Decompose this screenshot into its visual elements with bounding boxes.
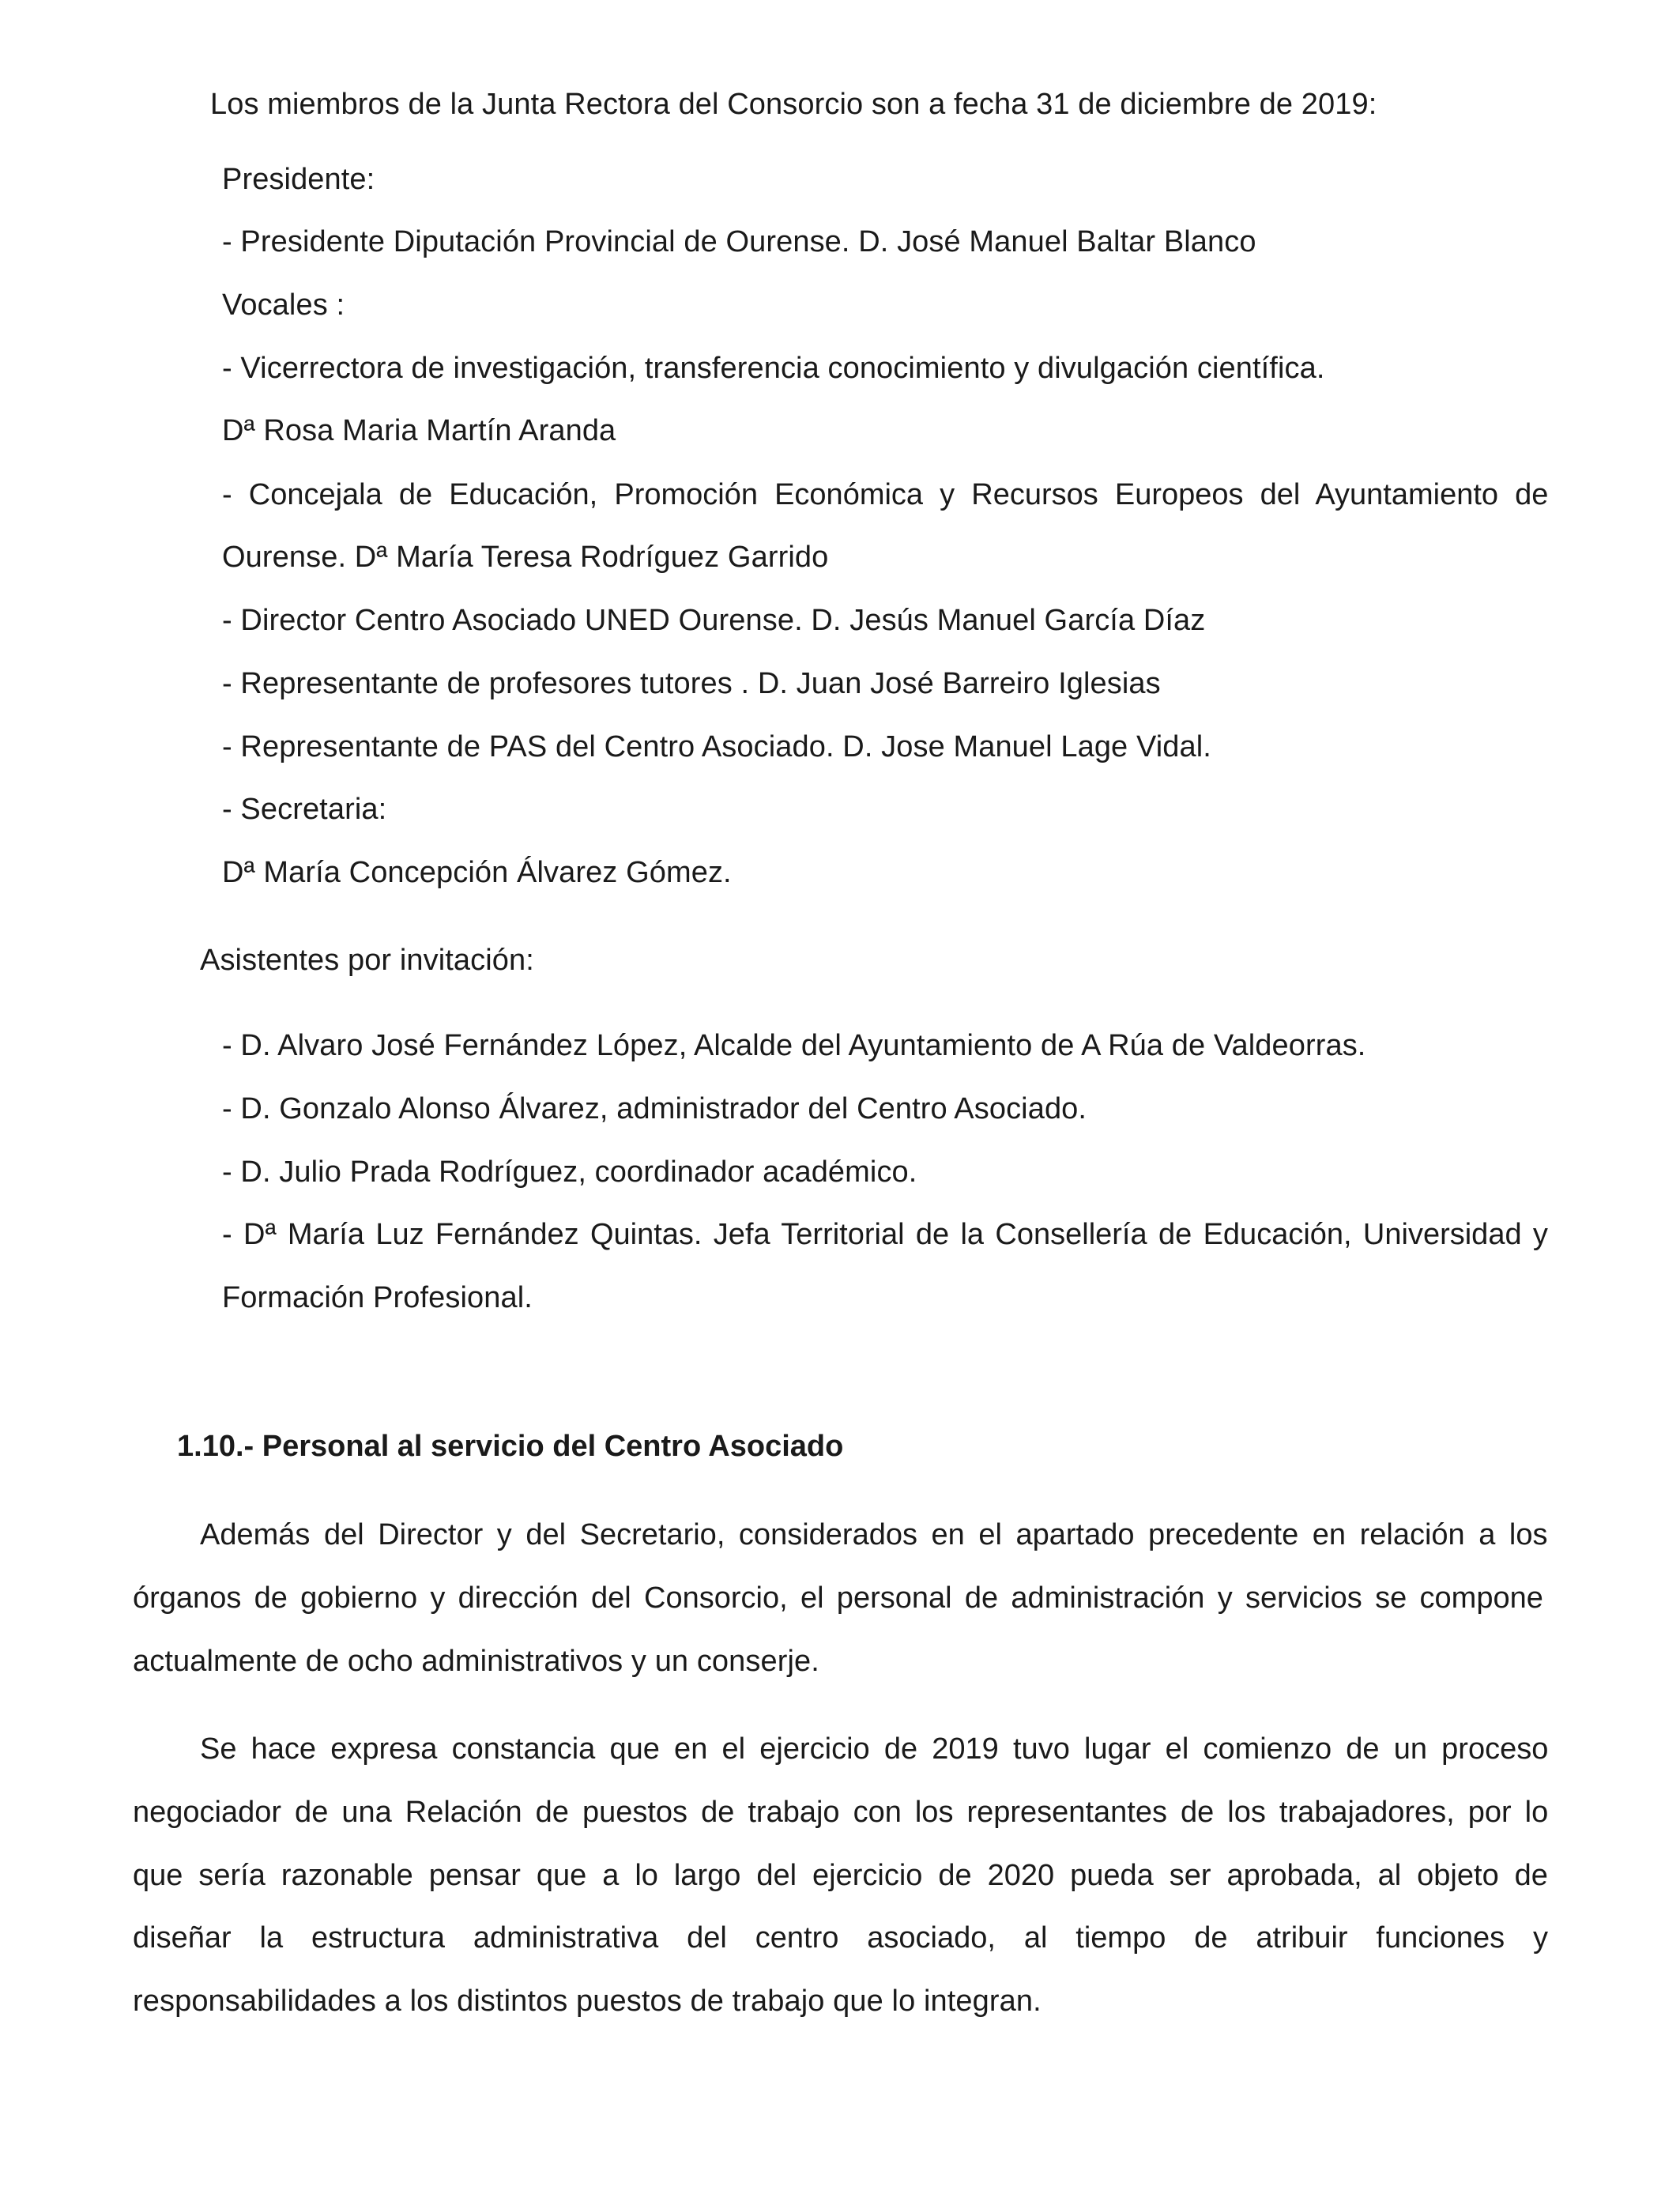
asistente-maria-line2: Formación Profesional. — [222, 1281, 533, 1314]
intro-text: Los miembros de la Junta Rectora del Consorcio son a fecha 31 de diciembre de 2019: — [210, 88, 1377, 121]
paragraph1-line1: Además del Director y del Secretario, considerados en el apartado precedente en relación a los — [200, 1518, 1548, 1551]
vocal-vicerrectora-name: Dª Rosa Maria Martín Aranda — [222, 414, 616, 447]
vocal-secretaria-label: - Secretaria: — [222, 793, 387, 826]
asistente-maria-line1: - Dª María Luz Fernández Quintas. Jefa Territorial de la Consellería de Educación, Universidad y — [222, 1218, 1548, 1251]
vocal-concejala-line1: - Concejala de Educación, Promoción Económica y Recursos Europeos del Ayuntamiento de — [222, 478, 1549, 511]
paragraph1-line3: actualmente de ocho administrativos y un conserje. — [133, 1645, 819, 1678]
vocal-concejala-line2: Ourense. Dª María Teresa Rodríguez Garrido — [222, 541, 829, 574]
paragraph2-line2: negociador de una Relación de puestos de trabajo con los representantes de los trabajadores, por lo — [133, 1796, 1549, 1829]
vocal-pas: - Representante de PAS del Centro Asociado. D. Jose Manuel Lage Vidal. — [222, 730, 1211, 763]
vocal-profesores: - Representante de profesores tutores . D. Juan José Barreiro Iglesias — [222, 667, 1161, 700]
vocal-director: - Director Centro Asociado UNED Ourense. D. Jesús Manuel García Díaz — [222, 604, 1206, 637]
asistente-gonzalo: - D. Gonzalo Alonso Álvarez, administrador del Centro Asociado. — [222, 1092, 1087, 1125]
paragraph2-line1: Se hace expresa constancia que en el ejercicio de 2019 tuvo lugar el comienzo de un proceso — [200, 1732, 1549, 1766]
vocales-label: Vocales : — [222, 288, 345, 322]
section-heading: 1.10.- Personal al servicio del Centro Asociado — [177, 1430, 844, 1463]
paragraph2-line5: responsabilidades a los distintos puestos de trabajo que lo integran. — [133, 1985, 1042, 2018]
vocal-secretaria-name: Dª María Concepción Álvarez Gómez. — [222, 856, 732, 889]
paragraph2-line3: que sería razonable pensar que a lo largo del ejercicio de 2020 pueda ser aprobada, al objeto de — [133, 1859, 1548, 1892]
paragraph1-line2: órganos de gobierno y dirección del Consorcio, el personal de administración y servicios se compone — [133, 1581, 1543, 1615]
asistentes-label: Asistentes por invitación: — [200, 944, 534, 977]
presidente-item: - Presidente Diputación Provincial de Ourense. D. José Manuel Baltar Blanco — [222, 225, 1256, 258]
paragraph2-line4: diseñar la estructura administrativa del centro asociado, al tiempo de atribuir funciones y — [133, 1921, 1548, 1955]
vocal-vicerrectora: - Vicerrectora de investigación, transferencia conocimiento y divulgación científica. — [222, 352, 1325, 385]
asistente-alvaro: - D. Alvaro José Fernández López, Alcalde del Ayuntamiento de A Rúa de Valdeorras. — [222, 1029, 1366, 1062]
presidente-label: Presidente: — [222, 163, 375, 196]
asistente-julio: - D. Julio Prada Rodríguez, coordinador académico. — [222, 1155, 917, 1189]
